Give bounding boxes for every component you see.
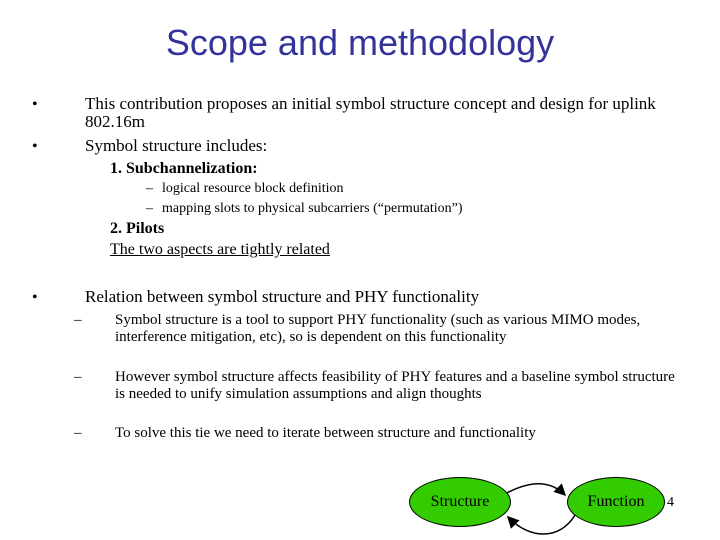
bullet-text-contribution: This contribution proposes an initial symbol structure concept and design for uplink 802.16m: [85, 94, 656, 131]
function-node: Function: [567, 477, 665, 527]
dash-marker: –: [74, 312, 82, 328]
bullet-marker: •: [32, 138, 38, 155]
relation-item-tool: Symbol structure is a tool to support PHY functionality (such as various MIMO modes, interference mitigation, etc), so is dependent on this functionality: [115, 312, 641, 345]
sub-item-logical-rb: logical resource block definition: [162, 181, 344, 196]
tightly-related-note: The two aspects are tightly related: [110, 241, 330, 258]
relation-item-feasibility: However symbol structure affects feasibility of PHY features and a baseline symbol structure is needed to unify simulation assumptions and align thoughts: [115, 369, 675, 402]
bullet-text-relation: Relation between symbol structure and PHY functionality: [85, 287, 480, 306]
slide-title: Scope and methodology: [165, 22, 555, 63]
subchannelization-heading: 1. Subchannelization:: [110, 160, 258, 177]
bullet-text-includes: Symbol structure includes:: [85, 136, 268, 155]
page-number: 4: [667, 495, 674, 510]
structure-node: Structure: [409, 477, 511, 527]
dash-marker: –: [74, 369, 82, 385]
dash-marker: –: [146, 201, 153, 216]
pilots-heading: 2. Pilots: [110, 220, 165, 237]
dash-marker: –: [146, 181, 153, 196]
sub-item-permutation: mapping slots to physical subcarriers (“permutation”): [162, 201, 463, 216]
relation-item-iterate: To solve this tie we need to iterate between structure and functionality: [115, 425, 536, 441]
arrow-function-to-structure: [508, 515, 575, 534]
bullet-marker: •: [32, 289, 38, 306]
bullet-marker: •: [32, 96, 38, 113]
dash-marker: –: [74, 425, 82, 441]
arrow-structure-to-function: [503, 484, 565, 495]
